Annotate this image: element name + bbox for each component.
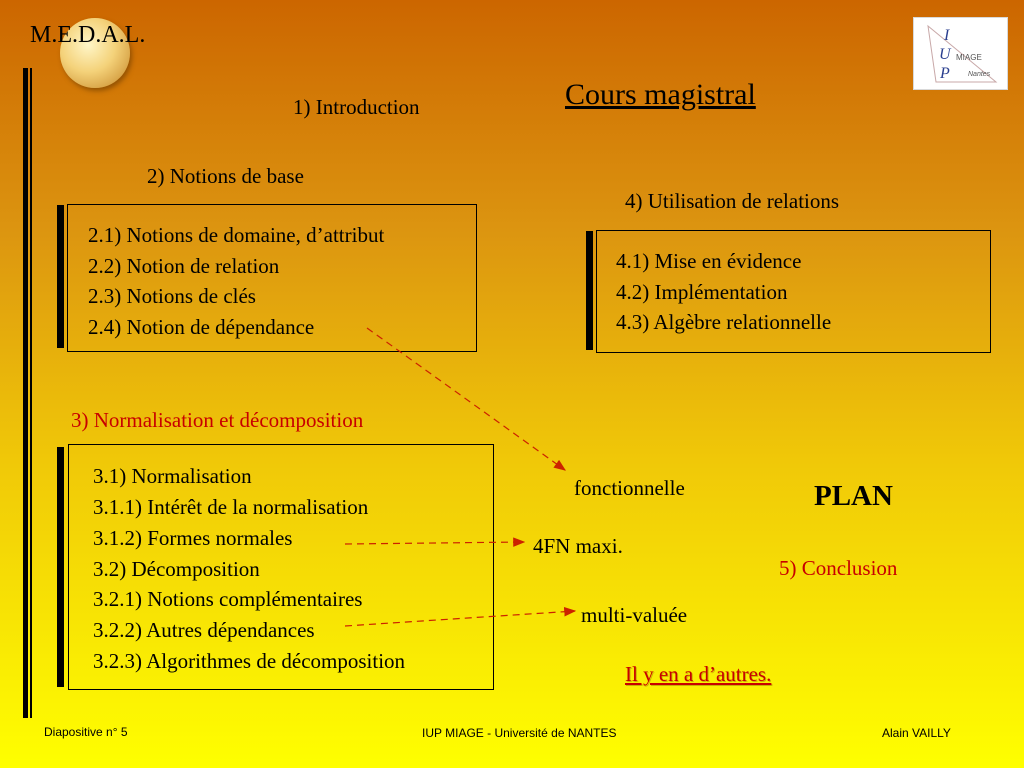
annotation-fonctionnelle: fonctionnelle (574, 476, 685, 500)
notions-item: 2.4) Notion de dépendance (88, 315, 315, 339)
utilisation-item: 4.1) Mise en évidence (616, 249, 802, 273)
footer-slide-number: Diapositive n° 5 (44, 725, 128, 739)
section-notions-title: 2) Notions de base (147, 164, 304, 188)
section-conclusion: 5) Conclusion (779, 556, 898, 580)
normalisation-item: 3.2) Décomposition (93, 557, 260, 581)
footer-center: IUP MIAGE - Université de NANTES (422, 726, 617, 740)
logo-letter-u: U (939, 46, 951, 63)
section-introduction: 1) Introduction (293, 95, 420, 119)
section-normalisation-title: 3) Normalisation et décomposition (71, 408, 364, 432)
normalisation-item: 3.1.1) Intérêt de la normalisation (93, 495, 369, 519)
annotation-4fn: 4FN maxi. (533, 534, 623, 558)
others-note: Il y en a d’autres. (625, 662, 772, 686)
footer-author: Alain VAILLY (882, 726, 951, 740)
arrow-dependance-to-fonctionnelle (367, 328, 565, 470)
section-utilisation-title: 4) Utilisation de relations (625, 189, 840, 213)
logo-letter-i: I (944, 27, 950, 44)
arrow-formes-to-4fn (345, 542, 524, 544)
notions-item: 2.2) Notion de relation (88, 254, 280, 278)
utilisation-item: 4.2) Implémentation (616, 280, 788, 304)
annotation-multivaluee: multi-valuée (581, 603, 688, 627)
normalisation-item: 3.1) Normalisation (93, 464, 252, 488)
header-title: M.E.D.A.L. (30, 22, 146, 48)
course-title: Cours magistral (565, 78, 756, 111)
normalisation-item: 3.2.3) Algorithmes de décomposition (93, 649, 406, 673)
logo-letter-p: P (940, 65, 950, 82)
normalisation-item: 3.2.2) Autres dépendances (93, 618, 315, 642)
utilisation-item: 4.3) Algèbre relationnelle (616, 310, 832, 334)
logo-word-miage: MIAGE (956, 53, 982, 62)
notions-item: 2.1) Notions de domaine, d’attribut (88, 223, 385, 247)
logo-word-nantes: Nantes (968, 71, 991, 78)
arrow-autres-to-multivaluee (345, 611, 575, 626)
plan-label: PLAN (814, 480, 893, 512)
normalisation-item: 3.1.2) Formes normales (93, 526, 293, 550)
notions-item: 2.3) Notions de clés (88, 284, 256, 308)
normalisation-item: 3.2.1) Notions complémentaires (93, 587, 363, 611)
